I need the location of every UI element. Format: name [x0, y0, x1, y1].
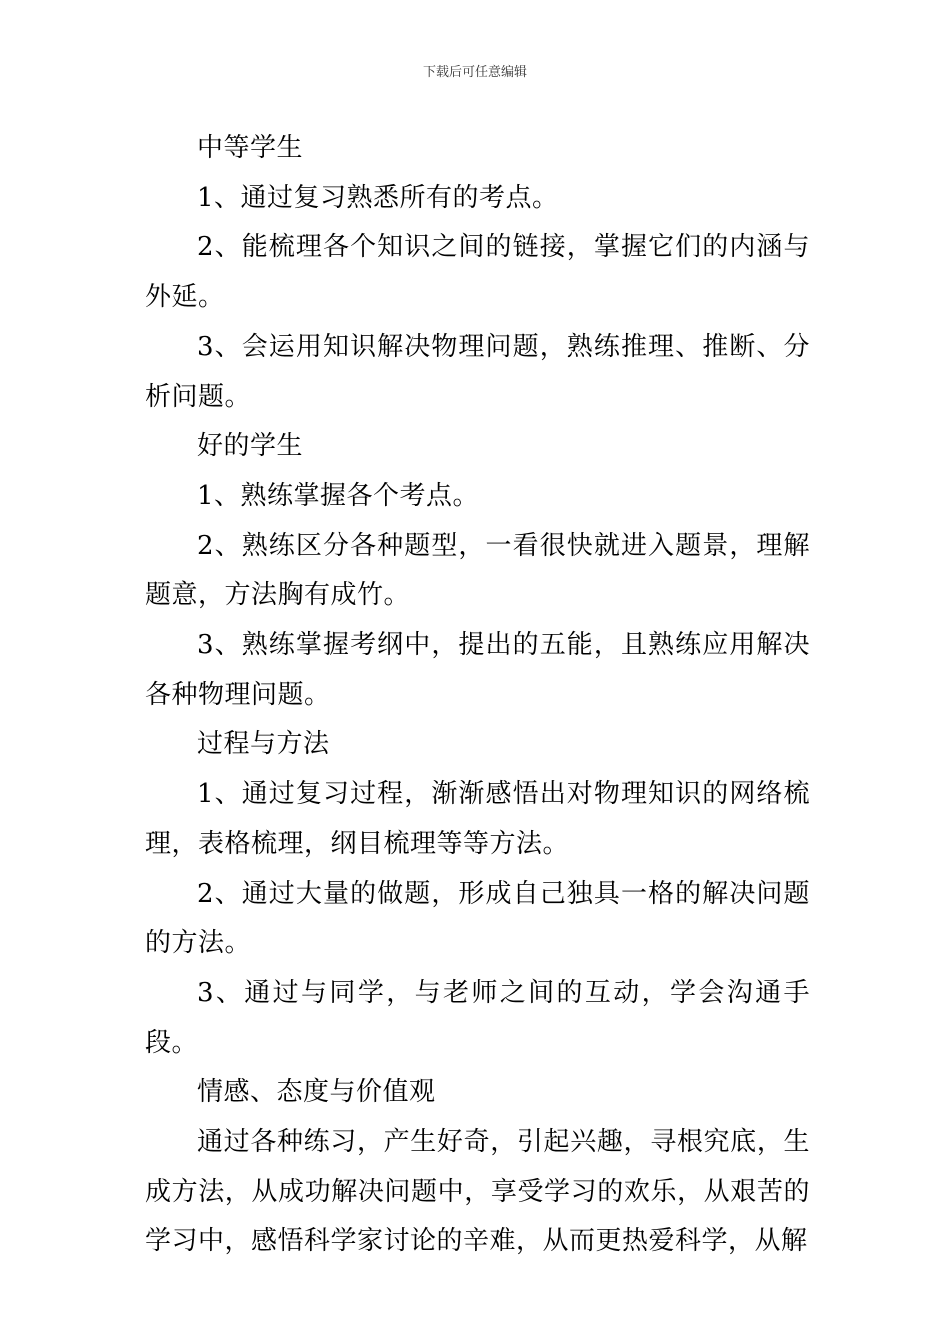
paragraph: 3、会运用知识解决物理问题，熟练推理、推断、分析问题。	[145, 331, 810, 412]
paragraph: 1、通过复习过程，渐渐感悟出对物理知识的网络梳理，表格梳理，纲目梳理等等方法。	[145, 779, 810, 859]
heading-emotion-attitude-values: 情感、态度与价值观	[197, 1077, 436, 1108]
document-body	[145, 124, 810, 1267]
paragraph: 3、通过与同学，与老师之间的互动，学会沟通手段。	[145, 977, 810, 1058]
paragraph: 1、通过复习熟悉所有的考点。	[197, 182, 559, 213]
paragraph: 1、熟练掌握各个考点。	[197, 480, 480, 511]
paragraph: 3、熟练掌握考纲中，提出的五能，且熟练应用解决各种物理问题。	[145, 630, 810, 710]
heading-average-students: 中等学生	[197, 133, 304, 163]
paragraph: 2、熟练区分各种题型，一看很快就进入题景，理解题意，方法胸有成竹。	[145, 530, 810, 611]
paragraph: 2、通过大量的做题，形成自己独具一格的解决问题的方法。	[145, 878, 810, 959]
heading-process-and-method: 过程与方法	[197, 729, 330, 760]
page-header: 下载后可任意编辑	[422, 65, 527, 80]
heading-good-students: 好的学生	[197, 431, 304, 462]
paragraph: 通过各种练习，产生好奇，引起兴趣，寻根究底，生成方法，从成功解决问题中，享受学习的欢乐，从艰苦的学习中，感悟科学家讨论的辛难，从而更热爱科学，从解	[145, 1127, 810, 1257]
paragraph: 2、能梳理各个知识之间的链接，掌握它们的内涵与外延。	[145, 232, 810, 313]
